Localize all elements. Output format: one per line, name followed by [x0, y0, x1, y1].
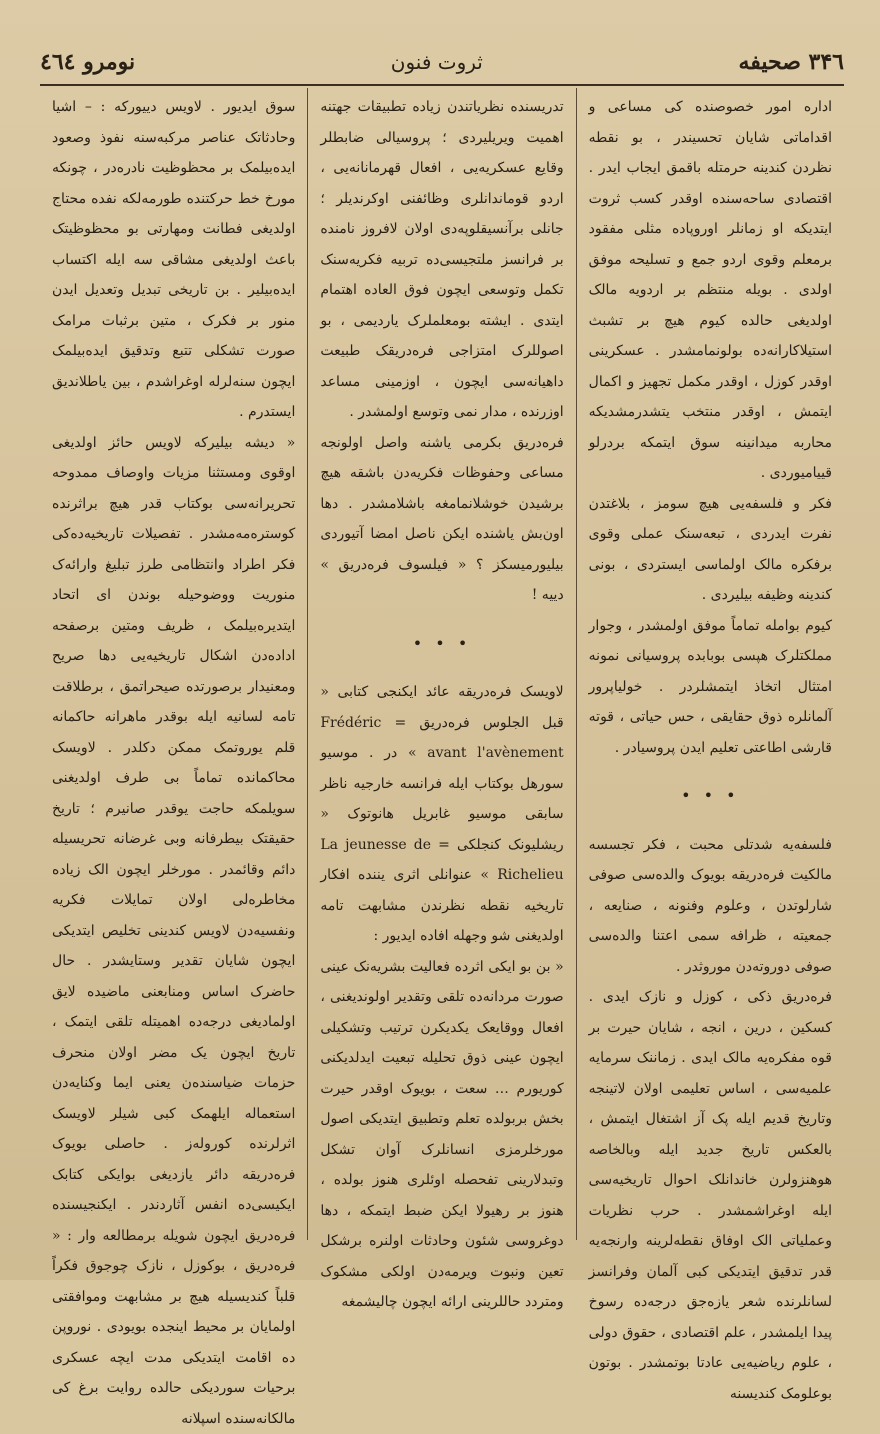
paragraph: « بن بو ایکی اثرده فعالیت بشریه‌نک عینی صورت مردانه‌ده تلقی وتقدیر اولوندیغنی ، افعال ووقایعک یکدیکرن ترتیب وتشکیلی ایچون عینی ذوق تحلیله تبعیت ایدلدیکنی کوریورم … سعت ، بویوک اوقدر حیرت بخش بربولده تعلم وتطبیق ایتدیکی اصول مورخلرمزی انسانلرک آوان تشکل وتبدلارینی تفحصله اوئلری هنوز بولده ، هنوز بر رهیولا ایکن ضبط ایتمکه ، دها دوغروسی شئون وحادثات اولنره برشکل تعین ونبوت ویرمه‌دن اولکی مشکوک ومتردد حاللرینی ارائه ایچون چالیشمغه [320, 952, 563, 1318]
right-column [577, 88, 844, 1240]
text-columns [40, 88, 844, 1240]
middle-column [308, 88, 576, 1240]
paragraph: سوق ایدیور . لاویس دییورکه : – اشیا وحادثاتک عناصر مرکبه‌سنه نفوذ وصعود ایده‌بیلمک بر محظوظیت نادره‌در ، چونکه مورخ خط حرکتنده طورمه‌لکه نفده محتاج اولدیغی فطانت ومهارتی بو محظوظیتک باعث اولدیغی مشاقی سه ایله اکتساب ایده‌بیلیر . بن تاریخی تبدیل وتعدیل ایدن منور بر فکرک ، متین برثبات مرامک صورت تشکلی تتبع وتدقیق ایده‌بیلمک ایچون سنه‌لرله اوغراشدم ، بین یاطلاندیق ایستدرم . [52, 92, 295, 428]
section-separator: • • • [320, 629, 563, 660]
paragraph: « دیشه بیلیرکه لاویس حائز اولدیغی اوقوی ومستثنا مزیات واوصاف ممدوحه تحریرانه‌سی بوکتاب قدر هیچ براثرنده کوستره‌مه‌مشدر . تفصیلات تاریخیه‌ده‌کی فکر اطراد وانتظامی طرز تبلیغ وارائه‌ک منوریت ووضوحیله بوندن ای اتحاد ایتدیره‌بیلمک ، ظریف ومتین برصفحه اداده‌دن اشکال تاریخیه‌یی دها صریح ومعنیدار برصورتده صیحراتمق ، برطلاقت تامه لسانیه ایله بوقدر ماهرانه حاکمانه قلم یوروتمک ممکن دکلدر . لاویسک محاکمانده تماماً بی طرف اولدیغنی سویلمکه حاجت یوقدر صانیرم ؛ تاریخ حقیقتک بیطرفانه وبی غرضانه تحریسیله دائم وقائمدر . مورخلر ایچون الک زیاده مخاطره‌لی اولان تمایلات فکریه ونفسیه‌دن لاویس کندینی تخلیص ایتدیکی ایچون شایان تقدیر وستایشدر . حال حاضرک اساس ومنابعنی ماضیده لایق اولمادیغی درجه‌ده اهمیتله تلقی ایتمک ، تاریخ ایچون یک مضر اولان منحرف حزمات ضیاسنده‌ن یعنی ایما وکنایه‌دن استعماله ایلهمک کبی شیلر لاویسک اثرلرنده کوروله‌ز . حاصلی بویوک فره‌دریقه دائر یازدیغی بوایکی کتابک ایکیسی‌ده انفس آثاردندر . ایکنجیسنده فره‌دریق ایچون شویله برمطالعه وار : « فره‌دریق ، بوکوزل ، نازک چوجوق فکراً قلباً کندیسیله هیچ بر مشابهت وموافقتی اولمایان بر محیط اینجده بویودی . نوروپن ده اقامت ایتدیکی مدت ایچه عسکری برحیات سوردیکی حالده روایت برغ کی مالکانه‌سنده اسپلانه [52, 428, 295, 1434]
page-header [40, 40, 844, 86]
paragraph: فره‌دریق بکرمی یاشنه واصل اولونجه مساعی وحفوظات فکریه‌دن باشقه هیچ برشیدن خوشلانمامغه باشلامشدر . دها اون‌بش یاشنده ایکن ناصل امضا آتیوردی بیلیورمیسکز ؟ « فیلسوف فره‌دریق » دییه ! [320, 428, 563, 611]
paragraph: تدریسنده نظریاتندن زیاده تطبیقات جهتنه اهمیت ویریلیردی ؛ پروسیالی ضابطلر وقایع عسکریه‌یی ، افعال قهرمانانه‌یی ، اردو قوماندانلری وظائفنی اوکرندیلر ؛ جانلی برآنسیقلوپه‌دی اولان لافروز نامنده بر فرانسز ملتجیسی‌ده تربیه فکریه‌سنک تکمل وتوسعی ایچون فوق العاده اهتمام ایتدی . ایشته بومعلملرک یاردیمی ، بو اصوللرک امتزاجی فره‌دریقک طبیعت داهیانه‌سی ایچون ، اوزمینی مساعد اوزرنده ، مدار نمی وتوسع اولمشدر . [320, 92, 563, 428]
paragraph: فلسفه‌یه شدتلی محبت ، فکر تجسسه مالکیت فره‌دریقه بویوک والده‌سی صوفی شارلوتدن ، وعلوم وفنونه ، صنایعه ، جمعیته ، ظرافه سمی اعتنا والده‌سی صوفی دوروته‌دن موروثدر . [589, 830, 832, 983]
paragraph: لاویسک فره‌دریقه عائد ایکنجی کتابی « قبل الجلوس فره‌دریق = Frédéric avant l'avènement » در . موسیو سورهل بوکتاب ایله فرانسه خارجیه ناظر سابقی موسیو غابریل هانوتوک « ریشلیونک کنجلکی = La jeunesse de Richelieu » عنوانلی اثری یننده افکار تاریخیه نقطه نظرندن مشابهت تامه اولدیغنی شو وجهله افاده ایدیور : [320, 677, 563, 952]
paragraph: اداره امور خصوصنده کی مساعی و اقداماتی شایان تحسیندر ، بو نقطه نظردن کندینه حرمتله باقمق ایجاب ایدر . اقتصادی ساحه‌سنده اوقدر کسب ثروت ایتدیکه او زمانلر اوروپاده مثلی مفقود برمعلم وقوی اردو جمع و تسلیحه موفق اولدی . بویله منتظم بر اردویه مالک اولدیغی حالده کیوم هیچ بر تشبث استیلاکارانه‌ده بولونمامشدر . عسکرینی اوقدر کوزل ، اوقدر مکمل تجهیز و اکمال ایتمش ، اوقدر منتخب یتشدرمشدیکه محاربه میدانینه سوق ایتمکه بردرلو قییامیوردی . [589, 92, 832, 489]
left-column [40, 88, 308, 1240]
paragraph: کیوم بوامله تماماً موفق اولمشدر ، وجوار مملکتلرک هپسی بوبابده پروسیانی نمونه امتثال اتخاذ ایتمشلردر . خولیاپرور آلمانلره ذوق حقایقی ، حس حیاتی ، قوته قارشی اطاعتی تعلیم ایدن پروسیادر . [589, 611, 832, 764]
journal-title: ثروت فنون [391, 50, 483, 74]
paragraph: فره‌دریق ذکی ، کوزل و نازک ایدی . کسکین ، درین ، انجه ، شایان حیرت بر قوه مفکره‌یه مالک ایدی . زماننک سرمایه علمیه‌سی ، اساس تعلیمی اولان لاتینجه وتاریخ قدیم ایله پک آز اشتغال ایتمش ، بالعکس تاریخ جدید ایله وبالخاصه هوهنزولرن خاندانلک احوال تاریخیه‌سی ایله اوغراشمشدر . حرب نظریات وعملیاتی الک اوفاق نقطه‌لرینه وارنجه‌یه قدر تدقیق ایتدیکی کبی آلمان وفرانسز لسانلرنده شعر یازه‌جق درجه‌ده رسوخ پیدا ایلمشدر ، علم اقتصادی ، حقوق دولی ، علوم ریاضیه‌یی عادتا بوتمشدر . بوتون بوعلومک کندیسنه [589, 982, 832, 1409]
page-number-label: ۳۴٦ صحیفه [738, 49, 844, 75]
issue-number-label: نومرو ٤٦٤ [40, 49, 135, 75]
paragraph: فکر و فلسفه‌یی هیچ سومز ، بلاغتدن نفرت ایدردی ، تبعه‌سنک عملی وقوی برفکره مالک اولماسی ایستردی ، بونی کندینه وظیفه بیلیردی . [589, 489, 832, 611]
section-separator: • • • [589, 781, 832, 812]
